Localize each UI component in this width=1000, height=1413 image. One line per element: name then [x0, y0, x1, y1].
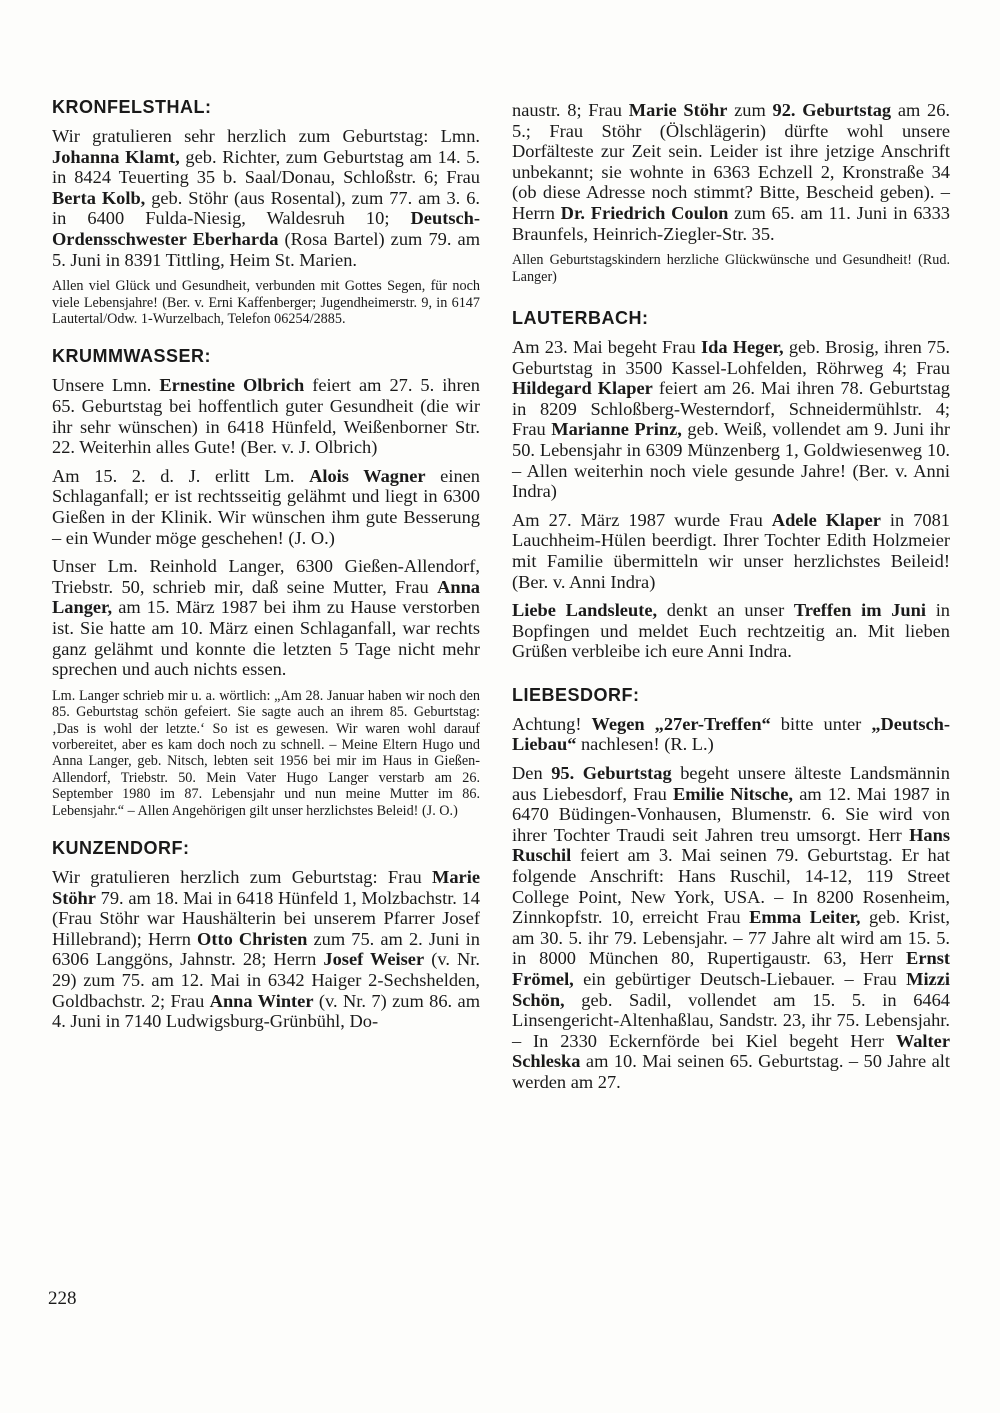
name-marie-stoehr-2: Marie Stöhr: [628, 100, 728, 120]
section-krummwasser: [52, 345, 480, 819]
name-josef-weiser: Josef Weiser: [323, 949, 425, 970]
text-run: in Bopfingen und meldet Euch rechtzeitig an. Mit lieben Grüßen verbleibe ich eure Anni Indra.: [512, 600, 950, 662]
left-column: [52, 96, 480, 1054]
name-marie-stoehr: Marie Stöhr: [52, 866, 480, 908]
text-run: ein gebürtiger Deutsch-Liebauer. – Frau: [573, 969, 907, 989]
lauterbach-meeting: [512, 600, 950, 662]
text-run: (Rosa Bartel) zum 79. am 5. Juni in 8391 Tittling, Heim St. Marien.: [52, 228, 480, 270]
text-run: feiert am 3. Mai seinen 79. Geburtstag. Er hat folgende Anschrift: Hans Ruschil, 14-12, 119 Street College Point, New York, USA. – In 8200 Rosenheim, Zinnkopfstr. 10, erreicht Frau: [512, 845, 950, 928]
text-run: Unsere Lmn.: [52, 375, 160, 396]
text-run: geb. Sadil, vollendet am 15. 5. in 6464 Linsengericht-Altenhaßlau, Sandstr. 23, ihr 75. Lebensjahr. – In 2330 Eckernförde bei Kiel begeht Herr: [512, 989, 950, 1051]
name-emma-leiter: Emma Leiter,: [749, 907, 861, 928]
kunzendorf-birthdays: [52, 867, 480, 1032]
section-title-liebesdorf: LIEBESDORF:: [512, 684, 640, 705]
krummwasser-obituary: [52, 556, 480, 680]
text-run: Den: [512, 763, 552, 784]
text-run: 79. am 18. Mai in 6418 Hünfeld 1, Molzbachstr. 14 (Frau Stöhr war Haushälterin bei unserem Pfarrer Josef Hillebrand); Herrn: [52, 887, 480, 949]
text-run: nachlesen! (R. L.): [576, 734, 714, 755]
page-number: 228: [48, 1288, 77, 1309]
emphasis-deutsch-liebau: „Deutsch-Liebau“: [512, 713, 950, 755]
name-ida-heger: Ida Heger,: [700, 336, 784, 357]
text-run: Achtung!: [512, 713, 592, 734]
name-alois-wagner: Alois Wagner: [309, 465, 426, 486]
section-liebesdorf: [512, 684, 950, 1093]
name-adele-klaper: Adele Klaper: [771, 509, 881, 530]
section-kronfelsthal: [52, 96, 480, 327]
krummwasser-birthday: [52, 375, 480, 457]
lauterbach-obituary: [512, 510, 950, 592]
emphasis-treffen-im-juni: Treffen im Juni: [793, 600, 926, 621]
text-run: zum 65. am 11. Juni in 6333 Braunfels, Heinrich-Ziegler-Str. 35.: [512, 202, 950, 244]
text-run: (v. Nr. 7) zum 86. am 4. Juni in 7140 Ludwigsburg-Grünbühl, Do-: [52, 990, 481, 1032]
text-run: geb. Brosig, ihren 75. Geburtstag in 3500 Kassel-Lohfelden, Röhrweg 4; Frau: [512, 336, 950, 378]
text-run: bitte unter: [770, 713, 872, 734]
text-run: geb. Krist, am 30. 5. ihr 79. Lebensjahr. – 77 Jahre alt wird am 15. 5. in 8000 München 80, Rupertigaustr. 63, Herr: [512, 907, 950, 969]
name-anna-winter: Anna Winter: [209, 990, 314, 1011]
text-run: einen Schlaganfall; er ist rechtsseitig gelähmt und liegt in 6300 Gießen in der Klinik. Wir wünschen ihm gute Besserung – ein Wunder möge geschehen! (J. O.): [52, 465, 481, 548]
text-run: am 10. Mai seinen 65. Geburtstag. – 50 Jahre alt werden am 27.: [512, 1051, 950, 1092]
krummwasser-stroke: [52, 466, 480, 548]
name-otto-christen: Otto Christen: [197, 928, 308, 949]
section-title-kunzendorf: KUNZENDORF:: [52, 837, 190, 858]
name-ernestine-olbrich: Ernestine Olbrich: [159, 375, 305, 396]
kronfelsthal-birthdays: [52, 126, 480, 270]
name-emilie-nitsche: Emilie Nitsche,: [672, 783, 794, 804]
section-kunzendorf: [52, 837, 480, 1032]
section-title-kronfelsthal: KRONFELSTHAL:: [52, 97, 212, 117]
liebesdorf-notice: [512, 714, 950, 755]
text-run: geb. Weiß, vollendet am 9. Juni ihr 50. Lebensjahr in 6309 Münzenberg 1, Goldwiesenweg 10. – Allen weiterhin noch viele gesunde Jahre! (Ber. v. Anni Indra): [512, 419, 951, 502]
text-run: Am 23. Mai begeht Frau: [512, 336, 701, 357]
text-run: am 12. Mai 1987 in 6470 Büdingen-Vonhausen, Blumenstr. 6. Sie wird von ihrer Tochter Traudi seit Jahren treu umsorgt. Herr: [512, 783, 950, 845]
text-run: in 7081 Lauchheim-Hülen beerdigt. Ihrer Tochter Edith Holzmeier mit Familie übermitteln wir unser herzlichstes Beileid! (Ber. v. Anni Indra): [512, 509, 950, 592]
kronfelsthal-wishes: Allen viel Glück und Gesundheit, verbunden mit Gottes Segen, für noch viele Lebensjahre! (Ber. v. Erni Kaffenberger; Jugendheimerstr. 9, in 6147 Lautertal/Odw. 1-Wurzelbach, Telefon 06254/2885.: [52, 278, 480, 327]
text-run: am 26. 5.; Frau Stöhr (Ölschlägerin) dürfte wohl unsere Dorfälteste zur Zeit sein. Leider ist ihre jetzige Anschrift unbekannt; sie wohnte in 6363 Echzell 2, Kronstraße 34 (ob diese Adresse noch stimmt? Bitte, Bescheid geben). – Herrn: [512, 100, 951, 223]
text-run: Unser Lm. Reinhold Langer, 6300 Gießen-Allendorf, Triebstr. 50, schrieb mir, daß seine Mutter, Frau: [52, 556, 480, 597]
krummwasser-quote: Lm. Langer schrieb mir u. a. wörtlich: „Am 28. Januar haben wir noch den 85. Geburtstag schön gefeiert. Sie sagte auch an ihrem 85. Geburtstag: ‚Das is wohl der letzte.‘ So ist es gewesen. Wir waren wohl darauf vorbereitet, aber es kam doch noch zu schnell. – Meine Eltern Hugo und Anna Langer, geb. Nitsch, lebten seit 1956 bei mir im Haus in Gießen-Allendorf, Triebstr. 50. Mein Vater Hugo Langer verstarb am 26. September 1980 im 87. Lebensjahr und nun meine Mutter im 86. Lebensjahr.“ – Allen Angehörigen gilt unser herzlichstes Beleid! (J. O.): [52, 687, 480, 819]
text-run: Wir gratulieren herzlich zum Geburtstag: Frau: [52, 866, 432, 887]
emphasis-92-birthday: 92. Geburtstag: [772, 100, 892, 120]
text-run: geb. Stöhr (aus Rosental), zum 77. am 3. 6. in 6400 Fulda-Niesig, Waldesruh 10;: [52, 187, 480, 229]
name-eberharda: Deutsch-Ordensschwester Eberharda: [52, 208, 480, 249]
text-run: feiert am 26. Mai ihren 78. Geburtstag in 8209 Schloßberg-Westerndorf, Schneidermühlstr. 4; Frau: [512, 378, 950, 440]
emphasis-liebe-landsleute: Liebe Landsleute,: [512, 600, 658, 621]
text-run: denkt an unser: [657, 600, 794, 621]
text-run: Am 27. März 1987 wurde Frau: [512, 509, 772, 530]
section-kunzendorf-continued: [512, 100, 950, 285]
text-run: geb. Richter, zum Geburtstag am 14. 5. in 8424 Teuerting 35 b. Saal/Donau, Schloßstr. 6; Frau: [52, 146, 480, 188]
liebesdorf-birthdays: [512, 763, 950, 1093]
name-berta-kolb: Berta Kolb,: [52, 187, 146, 208]
text-run: Am 15. 2. d. J. erlitt Lm.: [52, 465, 310, 486]
text-run: zum: [727, 100, 773, 120]
name-hildegard-klaper: Hildegard Klaper: [512, 378, 653, 399]
name-walter-schleska: Walter Schleska: [512, 1030, 950, 1072]
name-marianne-prinz: Marianne Prinz,: [551, 419, 682, 440]
text-run: zum 75. am 2. Juni in 6306 Langgöns, Jahnstr. 28; Herrn: [52, 928, 480, 970]
name-friedrich-coulon: Dr. Friedrich Coulon: [560, 202, 729, 223]
name-anna-langer: Anna Langer,: [52, 576, 480, 618]
text-run: am 15. März 1987 bei ihm zu Hause verstorben ist. Sie hatte am 10. März einen Schlaganfall, war rechts ganz gelähmt und konnte die letzten 5 Tage nicht mehr sprechen und auch nichts essen.: [52, 597, 480, 680]
lauterbach-birthdays: [512, 337, 950, 502]
kunzendorf-wishes: Allen Geburtstagskindern herzliche Glückwünsche und Gesundheit! (Rud. Langer): [512, 252, 950, 285]
text-run: begeht unsere älteste Landsmännin aus Liebesdorf, Frau: [512, 763, 950, 804]
section-lauterbach: [512, 307, 950, 662]
name-mizzi-schoen: Mizzi Schön,: [512, 969, 950, 1010]
text-run: naustr. 8; Frau: [512, 100, 629, 120]
right-column: [512, 100, 950, 1115]
kunzendorf-birthdays-continued: [512, 100, 950, 244]
section-title-lauterbach: LAUTERBACH:: [512, 307, 649, 328]
text-run: Wir gratulieren sehr herzlich zum Geburtstag: Lmn.: [52, 126, 480, 146]
text-run: (v. Nr. 29) zum 75. am 12. Mai in 6342 Haiger 2-Sechshelden, Goldbachstr. 2; Frau: [52, 949, 481, 1011]
emphasis-95-birthday: 95. Geburtstag: [551, 763, 672, 784]
emphasis-27er-treffen: Wegen „27er-Treffen“: [591, 713, 771, 734]
name-hans-ruschil: Hans Ruschil: [512, 824, 950, 866]
name-ernst-froemel: Ernst Frömel,: [512, 948, 950, 989]
section-title-krummwasser: KRUMMWASSER:: [52, 346, 211, 367]
text-run: feiert am 27. 5. ihren 65. Geburtstag bei hoffentlich guter Gesundheit (die wir ihr sehr wünschen) in 6418 Hünfeld, Weißenborner Str. 22. Weiterhin alles Gute! (Ber. v. J. Olbrich): [52, 375, 480, 458]
name-johanna-klamt: Johanna Klamt,: [52, 146, 180, 167]
